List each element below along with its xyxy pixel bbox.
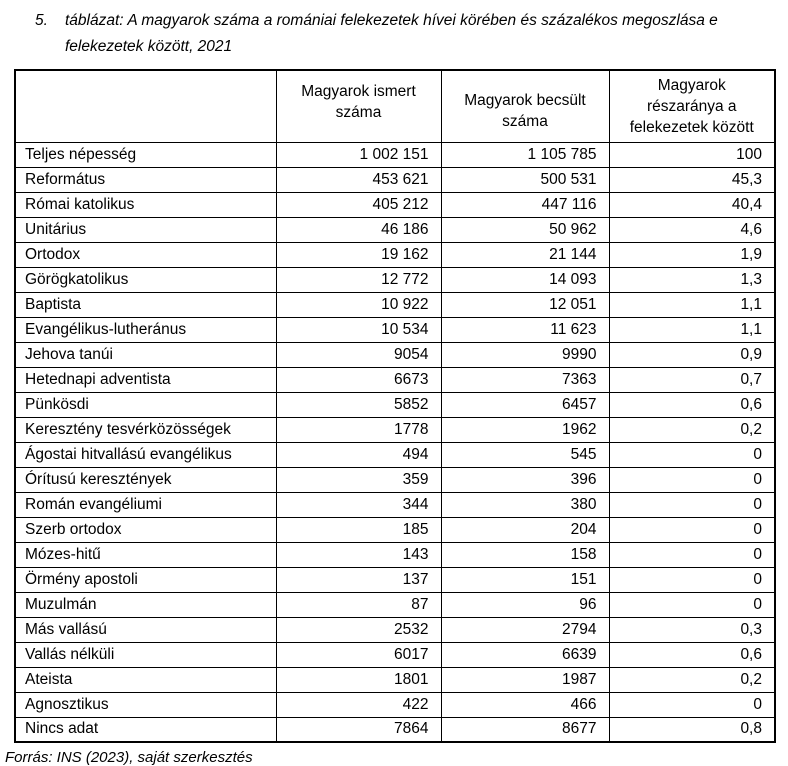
share-cell: 4,6: [609, 217, 775, 242]
table-row: [15, 242, 775, 267]
estimated-number-cell: 11 623: [441, 317, 609, 342]
known-number-cell: 185: [276, 517, 441, 542]
header-row: [15, 70, 775, 142]
estimated-number-cell: 447 116: [441, 192, 609, 217]
share-cell: 0,6: [609, 392, 775, 417]
table-caption: [35, 8, 778, 60]
denomination-label: Órítusú keresztények: [15, 467, 276, 492]
col-header-share: Magyarok részaránya a felekezetek között: [609, 70, 775, 142]
share-cell: 0: [609, 517, 775, 542]
estimated-number-cell: 396: [441, 467, 609, 492]
table-row: [15, 267, 775, 292]
share-cell: 0,2: [609, 417, 775, 442]
estimated-number-cell: 96: [441, 592, 609, 617]
table-row: [15, 717, 775, 742]
known-number-cell: 453 621: [276, 167, 441, 192]
table-row: [15, 317, 775, 342]
estimated-number-cell: 21 144: [441, 242, 609, 267]
source-note: Forrás: INS (2023), saját szerkesztés: [5, 749, 253, 766]
known-number-cell: 137: [276, 567, 441, 592]
share-cell: 40,4: [609, 192, 775, 217]
estimated-number-cell: 500 531: [441, 167, 609, 192]
estimated-number-cell: 8677: [441, 717, 609, 742]
share-cell: 0: [609, 442, 775, 467]
table-head: [15, 70, 775, 142]
estimated-number-cell: 151: [441, 567, 609, 592]
known-number-cell: 87: [276, 592, 441, 617]
denomination-label: Ortodox: [15, 242, 276, 267]
denomination-label: Evangélikus-lutheránus: [15, 317, 276, 342]
share-cell: 1,1: [609, 292, 775, 317]
denomination-label: Agnosztikus: [15, 692, 276, 717]
estimated-number-cell: 12 051: [441, 292, 609, 317]
caption-number: 5.: [35, 12, 48, 29]
share-cell: 0: [609, 567, 775, 592]
share-cell: 1,3: [609, 267, 775, 292]
table-row: [15, 542, 775, 567]
denomination-label: Szerb ortodox: [15, 517, 276, 542]
table-row: [15, 142, 775, 167]
estimated-number-cell: 6457: [441, 392, 609, 417]
share-cell: 1,9: [609, 242, 775, 267]
estimated-number-cell: 9990: [441, 342, 609, 367]
known-number-cell: 10 534: [276, 317, 441, 342]
religions-table: [14, 69, 776, 743]
table-row: [15, 442, 775, 467]
denomination-label: Más vallású: [15, 617, 276, 642]
denomination-label: Baptista: [15, 292, 276, 317]
table-row: [15, 492, 775, 517]
share-cell: 0: [609, 542, 775, 567]
table-row: [15, 367, 775, 392]
denomination-label: Vallás nélküli: [15, 642, 276, 667]
denomination-label: Örmény apostoli: [15, 567, 276, 592]
table-row: [15, 567, 775, 592]
table-row: [15, 517, 775, 542]
col-header-known: Magyarok ismert száma: [276, 70, 441, 142]
table-row: [15, 167, 775, 192]
denomination-label: Román evangéliumi: [15, 492, 276, 517]
share-cell: 0,6: [609, 642, 775, 667]
estimated-number-cell: 7363: [441, 367, 609, 392]
table-row: [15, 192, 775, 217]
denomination-label: Hetednapi adventista: [15, 367, 276, 392]
denomination-label: Római katolikus: [15, 192, 276, 217]
denomination-label: Jehova tanúi: [15, 342, 276, 367]
known-number-cell: 405 212: [276, 192, 441, 217]
known-number-cell: 344: [276, 492, 441, 517]
table-row: [15, 592, 775, 617]
estimated-number-cell: 1 105 785: [441, 142, 609, 167]
share-cell: 0,8: [609, 717, 775, 742]
col-header-estimated: Magyarok becsült száma: [441, 70, 609, 142]
estimated-number-cell: 6639: [441, 642, 609, 667]
denomination-label: Pünkösdi: [15, 392, 276, 417]
denomination-label: Ateista: [15, 667, 276, 692]
table-body: [15, 142, 775, 742]
estimated-number-cell: 158: [441, 542, 609, 567]
denomination-label: Református: [15, 167, 276, 192]
estimated-number-cell: 466: [441, 692, 609, 717]
estimated-number-cell: 1962: [441, 417, 609, 442]
known-number-cell: 422: [276, 692, 441, 717]
table-row: [15, 417, 775, 442]
table-row: [15, 692, 775, 717]
caption-text: táblázat: A magyarok száma a romániai felekezetek hívei körében és százalékos megoszlása e felekezetek között, 2021: [65, 12, 718, 55]
estimated-number-cell: 204: [441, 517, 609, 542]
known-number-cell: 9054: [276, 342, 441, 367]
known-number-cell: 19 162: [276, 242, 441, 267]
corner-header-cell: [15, 70, 276, 142]
denomination-label: Keresztény tesvérközösségek: [15, 417, 276, 442]
denomination-label: Görögkatolikus: [15, 267, 276, 292]
known-number-cell: 359: [276, 467, 441, 492]
known-number-cell: 1 002 151: [276, 142, 441, 167]
known-number-cell: 10 922: [276, 292, 441, 317]
denomination-label: Muzulmán: [15, 592, 276, 617]
share-cell: 0: [609, 492, 775, 517]
denomination-label: Teljes népesség: [15, 142, 276, 167]
known-number-cell: 5852: [276, 392, 441, 417]
estimated-number-cell: 545: [441, 442, 609, 467]
denomination-label: Nincs adat: [15, 717, 276, 742]
share-cell: 0,9: [609, 342, 775, 367]
estimated-number-cell: 50 962: [441, 217, 609, 242]
denomination-label: Ágostai hitvallású evangélikus: [15, 442, 276, 467]
known-number-cell: 2532: [276, 617, 441, 642]
known-number-cell: 6673: [276, 367, 441, 392]
table-row: [15, 667, 775, 692]
known-number-cell: 494: [276, 442, 441, 467]
estimated-number-cell: 380: [441, 492, 609, 517]
share-cell: 100: [609, 142, 775, 167]
known-number-cell: 46 186: [276, 217, 441, 242]
known-number-cell: 7864: [276, 717, 441, 742]
share-cell: 0: [609, 692, 775, 717]
table-row: [15, 467, 775, 492]
table-row: [15, 217, 775, 242]
table-row: [15, 292, 775, 317]
denomination-label: Mózes-hitű: [15, 542, 276, 567]
share-cell: 0,7: [609, 367, 775, 392]
known-number-cell: 6017: [276, 642, 441, 667]
estimated-number-cell: 2794: [441, 617, 609, 642]
estimated-number-cell: 14 093: [441, 267, 609, 292]
share-cell: 0,2: [609, 667, 775, 692]
table-row: [15, 392, 775, 417]
share-cell: 0: [609, 467, 775, 492]
estimated-number-cell: 1987: [441, 667, 609, 692]
table-row: [15, 642, 775, 667]
known-number-cell: 1801: [276, 667, 441, 692]
table-row: [15, 342, 775, 367]
share-cell: 0,3: [609, 617, 775, 642]
known-number-cell: 12 772: [276, 267, 441, 292]
share-cell: 1,1: [609, 317, 775, 342]
denomination-label: Unitárius: [15, 217, 276, 242]
share-cell: 0: [609, 592, 775, 617]
known-number-cell: 143: [276, 542, 441, 567]
share-cell: 45,3: [609, 167, 775, 192]
table-row: [15, 617, 775, 642]
known-number-cell: 1778: [276, 417, 441, 442]
